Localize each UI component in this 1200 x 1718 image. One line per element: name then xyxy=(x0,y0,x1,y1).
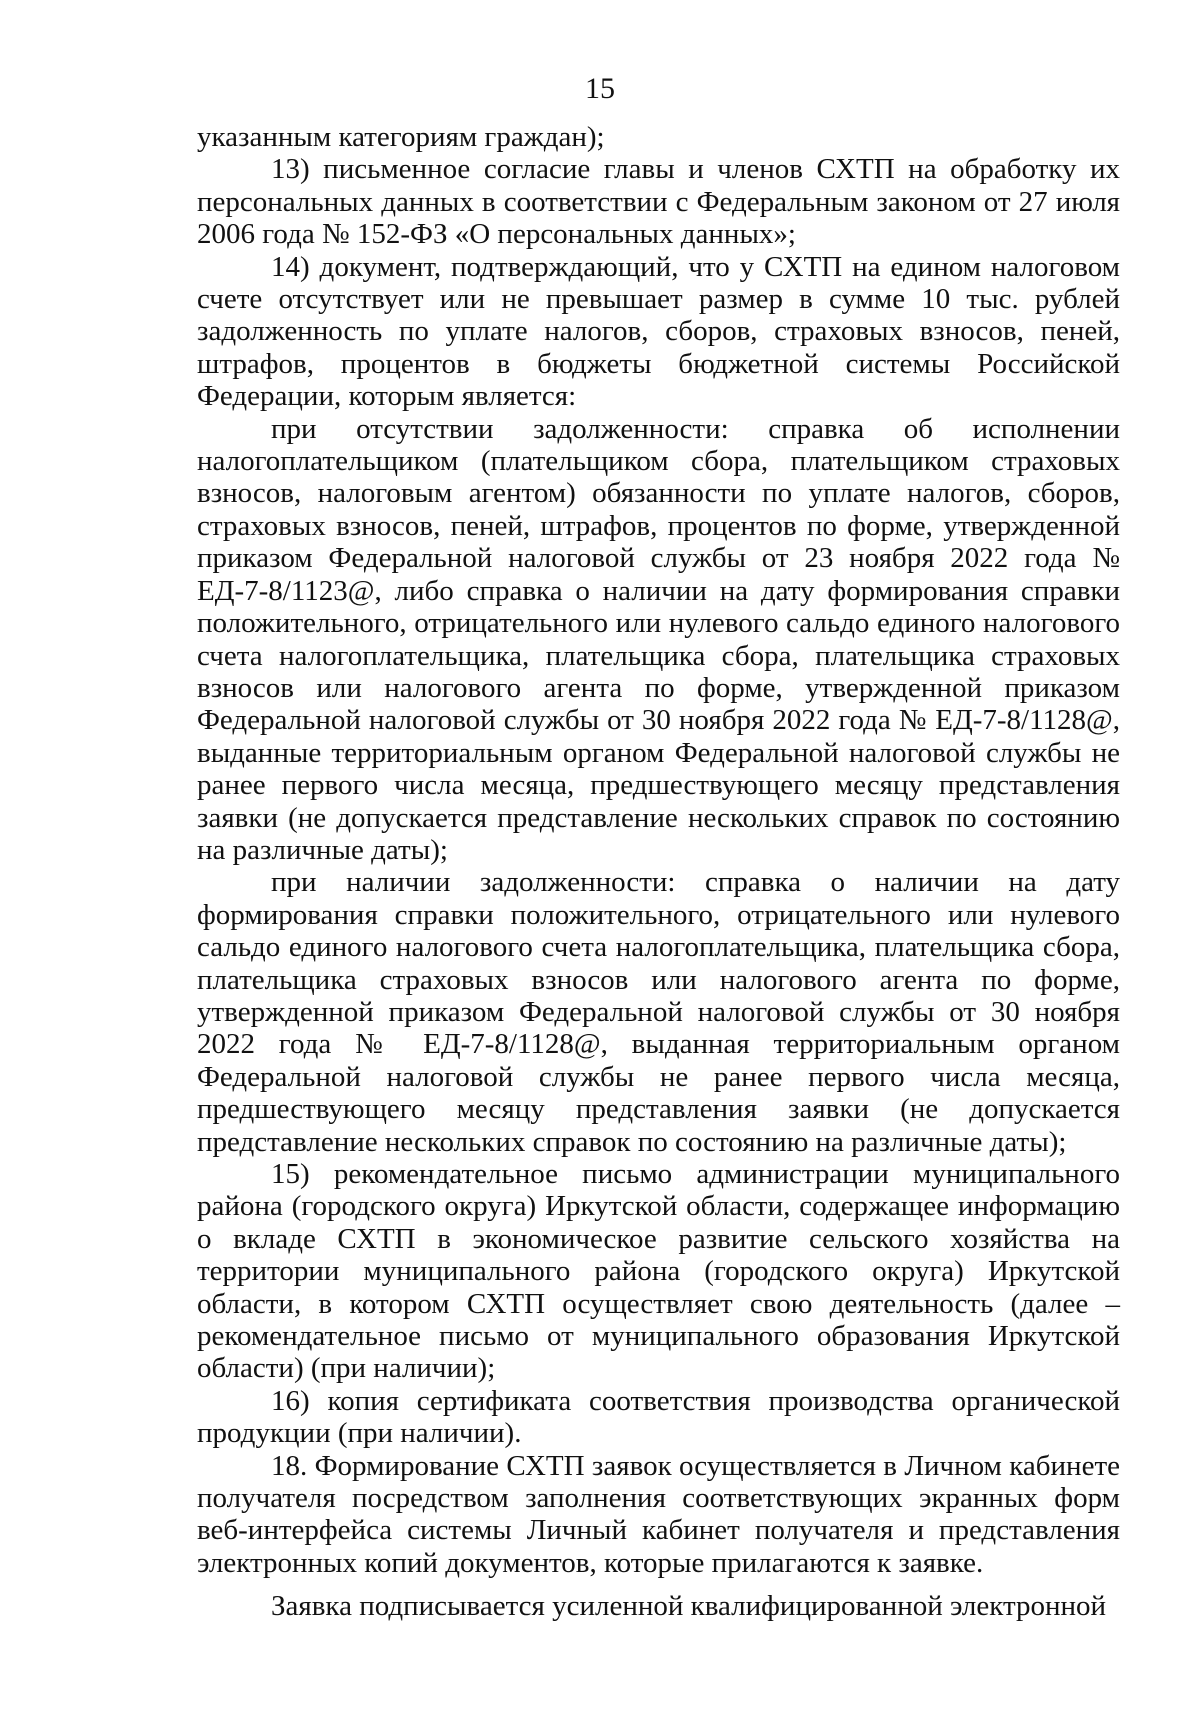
paragraph-signature: Заявка подписывается усиленной квалифицированной электронной xyxy=(271,1590,1107,1623)
paragraph-item-16: 16) копия сертификата соответствия производства органической продукции (при наличии). xyxy=(197,1384,1120,1450)
page-number: 15 xyxy=(585,72,615,105)
paragraph-no-debt: при отсутствии задолженности: справка об исполнении налогоплательщиком (плательщиком сбора, плательщиком страховых взносов, налоговым агентом) обязанности по уплате налогов, сборов, страховых взносов, пеней, штрафов, процентов по форме, утвержденной приказом Федеральной налоговой службы от 23 ноября 2022 года № ЕД-7-8/1123@, либо справка о наличии на дату формирования справки положительного, отрицательного или нулевого сальдо единого налогового счета налогоплательщика, плательщика сбора, плательщика страховых взносов или налогового агента по форме, утвержденной приказом Федеральной налоговой службы от 30 ноября 2022 года № ЕД-7-8/1128@, выданные территориальным органом Федеральной налоговой службы не ранее первого числа месяца, предшествующего месяцу представления заявки (не допускается представление нескольких справок по состоянию на различные даты); xyxy=(197,412,1120,866)
paragraph-with-debt: при наличии задолженности: справка о наличии на дату формирования справки положительного, отрицательного или нулевого сальдо единого налогового счета налогоплательщика, плательщика сбора, плательщика страховых взносов или налогового агента по форме, утвержденной приказом Федеральной налоговой службы от 30 ноября 2022 года № ЕД-7-8/1128@, выданная территориальным органом Федеральной налоговой службы не ранее первого числа месяца, предшествующего месяцу представления заявки (не допускается представление нескольких справок по состоянию на различные даты); xyxy=(197,866,1120,1158)
document-body xyxy=(197,121,1120,1623)
paragraph-clause-18: 18. Формирование СХТП заявок осуществляется в Личном кабинете получателя посредством заполнения соответствующих экранных форм веб-интерфейса системы Личный кабинет получателя и представления электронных копий документов, которые прилагаются к заявке. xyxy=(197,1449,1120,1579)
paragraph-item-15: 15) рекомендательное письмо администрации муниципального района (городского округа) Иркутской области, содержащее информацию о вкладе СХТП в экономическое развитие сельского хозяйства на территории муниципального района (городского округа) Иркутской области, в котором СХТП осуществляет свою деятельность (далее – рекомендательное письмо от муниципального образования Иркутской области) (при наличии); xyxy=(197,1158,1120,1385)
paragraph-item-13: 13) письменное согласие главы и членов СХТП на обработку их персональных данных в соответствии с Федеральным законом от 27 июля 2006 года № 152-ФЗ «О персональных данных»; xyxy=(197,153,1120,251)
paragraph-continuation: указанным категориям граждан); xyxy=(197,121,605,153)
paragraph-item-14: 14) документ, подтверждающий, что у СХТП на едином налоговом счете отсутствует или не превышает размер в сумме 10 тыс. рублей задолженность по уплате налогов, сборов, страховых взносов, пеней, штрафов, процентов в бюджеты бюджетной системы Российской Федерации, которым является: xyxy=(197,250,1120,413)
